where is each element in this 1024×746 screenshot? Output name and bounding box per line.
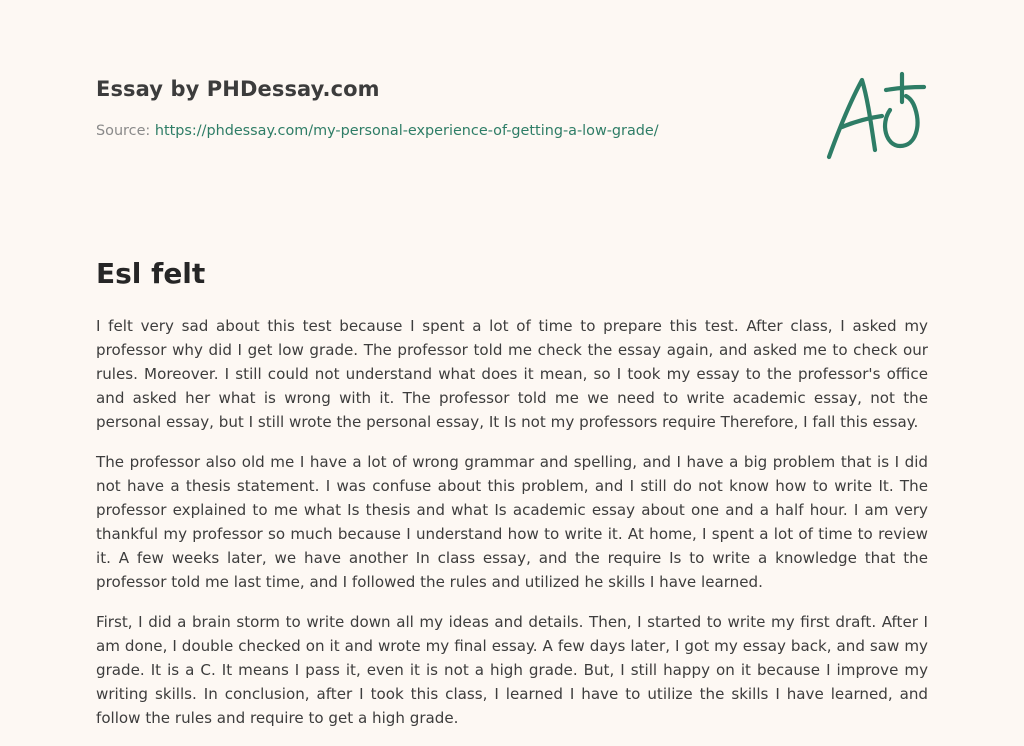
page-header (96, 74, 796, 141)
source-label: Source: (96, 123, 155, 139)
essay-paragraph: First, I did a brain storm to write down all my ideas and details. Then, I started to write my first draft. After I am done, I double checked on it and wrote my final essay. A few days later, I got my essay back, and saw my grade. It is a C. It means I pass it, even it is not a high grade. But, I still happy on it because I improve my writing skills. In conclusion, after I took this class, I learned I have to utilize the skills I have learned, and follow the rules and require to get a high grade. (96, 613, 928, 727)
essay-body (96, 314, 928, 746)
essay-title: Esl felt (96, 257, 206, 290)
essay-paragraph: I felt very sad about this test because I spent a lot of time to prepare this test. After class, I asked my professor why did I get low grade. The professor told me check the essay again, and asked me to check our rules. Moreover. I still could not understand what does it mean, so I took my essay to the professor's office and asked her what is wrong with it. The professor told me we need to write academic essay, not the personal essay, but I still wrote the personal essay, It Is not my professors require Therefore, I fall this essay. (96, 317, 928, 431)
site-title: Essay by PHDessay.com (96, 77, 380, 101)
essay-paragraph: The professor also old me I have a lot of wrong grammar and spelling, and I have a big problem that is I did not have a thesis statement. I was confuse about this problem, and I still do not know how to write It. The professor explained to me what Is thesis and what Is academic essay about one and a half hour. I am very thankful my professor so much because I understand how to write it. At home, I spent a lot of time to review it. A few weeks later, we have another In class essay, and the require Is to write a knowledge that the professor told me last time, and I followed the rules and utilized he skills I have learned. (96, 453, 928, 591)
source-line (96, 121, 796, 141)
a-plus-grade-icon (820, 66, 932, 166)
source-link[interactable]: https://phdessay.com/my-personal-experience-of-getting-a-low-grade/ (154, 123, 659, 139)
